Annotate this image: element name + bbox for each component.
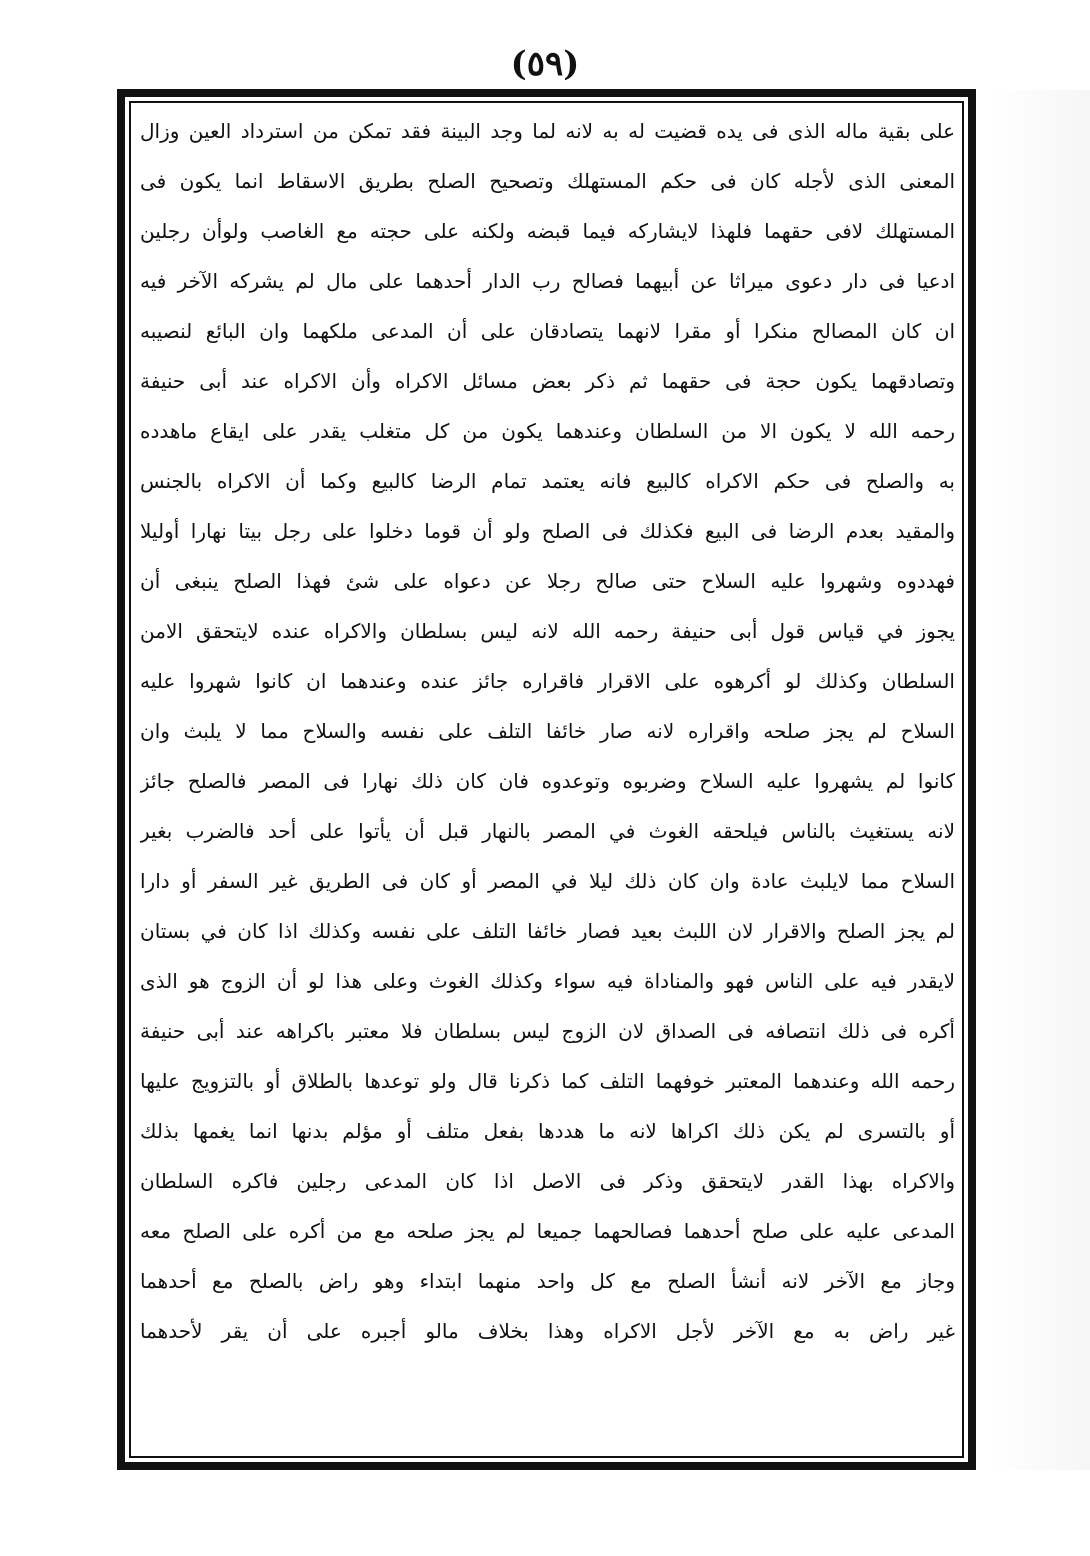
text-line: والاكراه بهذا القدر لايتحقق وذكر فى الاصل اذا كان المدعى رجلين فاكره السلطان xyxy=(140,1169,955,1193)
text-line: أكره فى ذلك انتصافه فى الصداق لان الزوج ليس بسلطان فلا معتبر باكراهه عند أبى حنيفة xyxy=(140,1019,955,1043)
text-line: وتصادقهما يكون حجة فى حقهما ثم ذكر بعض مسائل الاكراه وأن الاكراه عند أبى حنيفة xyxy=(140,369,955,393)
text-line: لم يجز الصلح والاقرار لان اللبث بعيد فصار خائفا التلف على نفسه وكذلك اذا كان في بستان xyxy=(140,919,955,943)
body-text xyxy=(140,106,955,1456)
text-line: فهددوه وشهروا عليه السلاح حتى صالح رجلا عن دعواه على شئ فهذا الصلح ينبغى أن xyxy=(140,569,955,593)
text-line: ادعيا فى دار دعوى ميراثا عن أبيهما فصالح رب الدار أحدهما على مال لم يشركه الآخر فيه xyxy=(140,269,955,293)
text-line: السلاح مما لايلبث عادة وان كان ذلك ليلا في المصر أو كان فى الطريق غير السفر أو دارا xyxy=(140,869,955,893)
text-line: السلاح لم يجز صلحه واقراره لانه صار خائفا التلف على نفسه والسلاح مما لا يلبث وان xyxy=(140,719,955,743)
text-line: رحمه الله وعندهما المعتبر خوفهما التلف كما ذكرنا قال ولو توعدها بالطلاق أو بالتزويج عليها xyxy=(140,1069,955,1093)
text-line: ان كان المصالح منكرا أو مقرا لانهما يتصادقان على أن المدعى ملكهما وان البائع لنصيبه xyxy=(140,319,955,343)
text-line: أو بالتسرى لم يكن ذلك اكراها لانه ما هددها بفعل متلف أو مؤلم بدنها انما يغمها بذلك xyxy=(140,1119,955,1143)
text-line: المدعى عليه على صلح أحدهما فصالحهما جميعا لم يجز صلحه مع من أكره على الصلح معه xyxy=(140,1219,955,1243)
text-line: لايقدر فيه على الناس فهو والمناداة فيه سواء وكذلك الغوث وعلى هذا لو أن الزوج هو الذى xyxy=(140,969,955,993)
text-line: المستهلك لافى حقهما فلهذا لايشاركه فيما قبضه ولكنه على حجته مع الغاصب ولوأن رجلين xyxy=(140,219,955,243)
text-line: على بقية ماله الذى فى يده قضيت له به لانه لما وجد البينة فقد تمكن من استرداد العين وزال xyxy=(140,119,955,143)
page-number: (٥٩) xyxy=(510,44,580,84)
text-line: رحمه الله لا يكون الا من السلطان وعندهما يكون من كل متغلب يقدر على ايقاع ماهدده xyxy=(140,419,955,443)
text-line: كانوا لم يشهروا عليه السلاح وضربوه وتوعدوه فان كان ذلك نهارا فى المصر فالصلح جائز xyxy=(140,769,955,793)
text-line: السلطان وكذلك لو أكرهوه على الاقرار فاقراره جائز عنده وعندهما ان كانوا شهروا عليه xyxy=(140,669,955,693)
text-line: والمقيد بعدم الرضا فى البيع فكذلك فى الصلح ولو أن قوما دخلوا على رجل بيتا نهارا أوليلا xyxy=(140,519,955,543)
page-edge-shadow xyxy=(990,90,1090,1470)
text-line: به والصلح فى حكم الاكراه كالبيع فانه يعتمد تمام الرضا كالبيع وكما أن الاكراه بالجنس xyxy=(140,469,955,493)
text-line: وجاز مع الآخر لانه أنشأ الصلح مع كل واحد منهما ابتداء وهو راض بالصلح مع أحدهما xyxy=(140,1269,955,1293)
text-line: المعنى الذى لأجله كان فى حكم المستهلك وتصحيح الصلح بطريق الاسقاط انما يكون فى xyxy=(140,169,955,193)
text-line: غير راض به مع الآخر لأجل الاكراه وهذا بخلاف مالو أجبره على أن يقر لأحدهما xyxy=(140,1319,955,1343)
text-line: لانه يستغيث بالناس فيلحقه الغوث في المصر بالنهار قبل أن يأتوا على أحد فالضرب بغير xyxy=(140,819,955,843)
text-line: يجوز في قياس قول أبى حنيفة رحمه الله لانه ليس بسلطان والاكراه عنده لايتحقق الامن xyxy=(140,619,955,643)
